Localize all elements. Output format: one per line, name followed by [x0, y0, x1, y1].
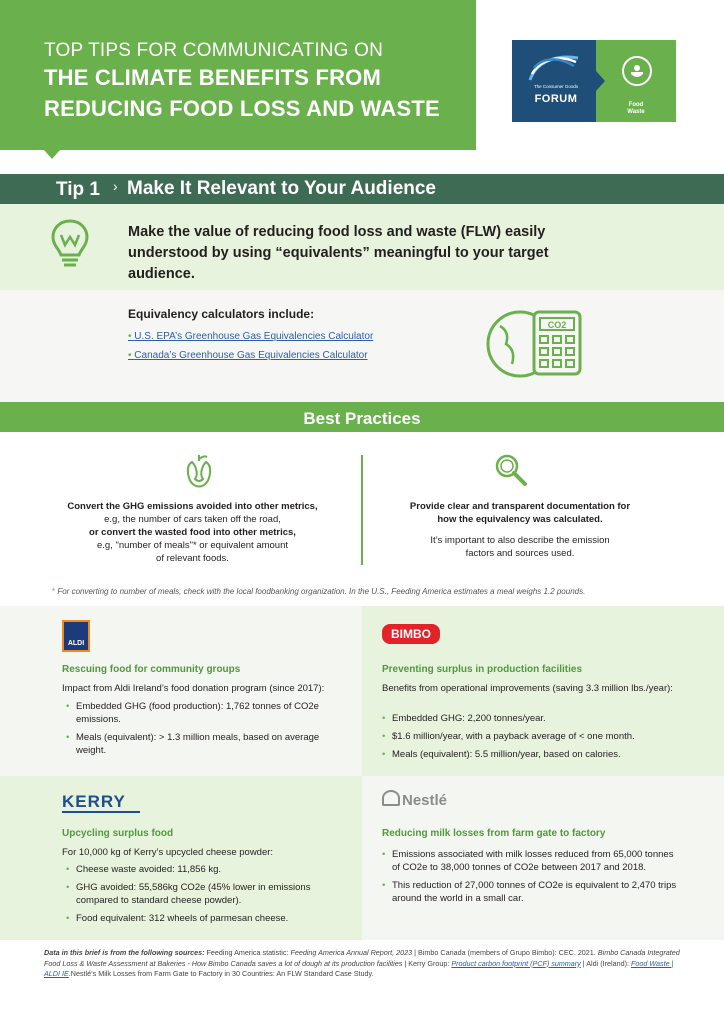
best-practices-divider [361, 455, 363, 565]
tip-lead-text: Make the value of reducing food loss and waste (FLW) easily understood by using “equivalents” meaningful to your target audience. [128, 224, 549, 282]
forum-logo-panel [512, 40, 596, 122]
case-bimbo [362, 606, 724, 776]
bp-right-text-2: factors and sources used. [465, 548, 575, 559]
aldi-logo [62, 620, 90, 652]
sources-s2-title: Bimbo Canada Integrated Food Loss & Waste Assessment at Bakeries - How Bimbo Canada saves a lot of dough at its production facilities [44, 948, 680, 968]
case-nestle [362, 776, 724, 940]
kerry-logo: KERRY [62, 792, 126, 811]
sources-s5: .Nestlé’s Milk Losses from Farm Gate to Factory in 30 Countries: An FLW Standard Case Study. [68, 969, 374, 978]
case-bimbo-heading: Preventing surplus in production facilities [382, 664, 583, 675]
case-bimbo-list [382, 712, 702, 766]
list-item: • Embedded GHG: 2,200 tonnes/year. [382, 712, 702, 725]
sources-s2: | Bimbo Canada (members of Grupo Bimbo): CEC. 2021. [412, 948, 598, 957]
header-line-big-1: THE CLIMATE BENEFITS FROM [44, 65, 382, 90]
forum-arrow [596, 71, 605, 91]
bp-left-bold-2: or convert the wasted food into other metrics, [89, 527, 296, 538]
tip-bar [0, 174, 724, 204]
sources-s1: Feeding America statistic: [204, 948, 291, 957]
case-kerry-intro: For 10,000 kg of Kerry’s upcycled cheese powder: [62, 847, 274, 858]
aldi-food-waste-link[interactable]: Food Waste | ALDI IE [44, 958, 674, 978]
list-item: • GHG avoided: 55,586kg CO2e (45% lower in emissions compared to standard cheese powder). [66, 881, 346, 907]
case-aldi-intro: Impact from Aldi Ireland’s food donation program (since 2017): [62, 683, 325, 694]
forum-swoosh-icon [512, 40, 596, 84]
best-practice-left [40, 500, 345, 565]
canada-calculator-link-text[interactable]: Canada’s Greenhouse Gas Equivalencies Calculator [134, 350, 368, 361]
list-item: • Cheese waste avoided: 11,856 kg. [66, 863, 346, 876]
bimbo-logo: BIMBO [382, 624, 440, 644]
case-kerry [0, 776, 362, 940]
bp-left-text-3: of relevant foods. [156, 553, 229, 564]
list-item: • Emissions associated with milk losses reduced from 65,000 tonnes of CO2e to 38,000 tonnes of CO2e between 2017 and 2018. [382, 848, 682, 874]
kerry-pcf-link[interactable]: Product carbon footprint (PCF) summary [451, 958, 581, 968]
bp-right-bold-2: how the equivalency was calculated. [437, 514, 603, 525]
header-tail [44, 150, 60, 159]
calculators-title: Equivalency calculators include: [128, 307, 315, 321]
forum-big-text: FORUM [534, 93, 578, 105]
spacer [375, 526, 665, 534]
nestle-nest-icon [382, 790, 400, 806]
footnote-text: For converting to number of meals, check with the local foodbanking organization. In the U.S., Feeding America estimates a meal weighs 1.2 pounds. [57, 587, 586, 596]
case-nestle-heading: Reducing milk losses from farm gate to factory [382, 828, 606, 839]
header-banner [0, 0, 476, 150]
bp-left-bold-1: Convert the GHG emissions avoided into other metrics, [67, 501, 318, 512]
list-item: • This reduction of 27,000 tonnes of CO2e is equivalent to 2,470 trips around the world in a small car. [382, 879, 682, 905]
best-practices-bar [0, 402, 724, 432]
calculators-band [0, 290, 724, 402]
case-aldi-heading: Rescuing food for community groups [62, 664, 241, 675]
list-item: • Meals (equivalent): > 1.3 million meals, based on average weight. [66, 731, 336, 757]
nestle-logo: Nestlé [402, 792, 448, 809]
sources-note [44, 948, 684, 980]
list-item: • $1.6 million/year, with a payback average of < one month. [382, 730, 702, 743]
best-practices-title: Best Practices [303, 409, 421, 428]
lightbulb-icon [50, 218, 90, 274]
list-item: • Embedded GHG (food production): 1,762 tonnes of CO2e emissions. [66, 700, 336, 726]
kerry-logo-underline [62, 811, 140, 813]
footnote-star: * [52, 587, 58, 596]
food-waste-label: Food Waste [627, 102, 645, 115]
case-aldi-list [66, 700, 336, 762]
bullet-dot: • [128, 331, 135, 342]
bp-right-bold-1: Provide clear and transparent documentation for [409, 501, 631, 512]
co2-badge: CO2 [547, 320, 567, 330]
food-waste-icon [622, 56, 652, 86]
forum-small-text: The Consumer Goods [533, 84, 579, 89]
case-kerry-list [66, 863, 346, 930]
tip-separator: › [113, 178, 118, 194]
sources-s3: | Kerry Group: [402, 958, 452, 968]
list-item: • Meals (equivalent): 5.5 million/year, based on calories. [382, 748, 702, 761]
list-item: • Food equivalent: 312 wheels of parmesan cheese. [66, 912, 346, 925]
bullet-dot: • [128, 350, 135, 361]
best-practice-right [375, 500, 665, 560]
canada-calculator-link[interactable] [128, 350, 368, 361]
bp-left-text-2: e.g, "number of meals"* or equivalent amount [96, 540, 289, 551]
tip-title: Make It Relevant to Your Audience [127, 178, 437, 199]
aldi-logo-text: ALDI [67, 640, 85, 647]
apple-core-icon [184, 453, 214, 489]
bp-right-text-1: It’s important to also describe the emission [430, 535, 610, 546]
case-kerry-heading: Upcycling surplus food [62, 828, 174, 839]
header-line-small: TOP TIPS FOR COMMUNICATING ON [44, 40, 384, 61]
tip-number: Tip 1 [56, 179, 100, 200]
epa-calculator-link-text[interactable]: U.S. EPA’s Greenhouse Gas Equivalencies Calculator [134, 331, 374, 342]
magnifier-icon [494, 453, 528, 487]
sources-lead: Data in this brief is from the following sources: [44, 948, 205, 957]
footnote [52, 587, 585, 596]
case-nestle-list [382, 848, 682, 910]
header-line-big-2: REDUCING FOOD LOSS AND WASTE [44, 96, 440, 121]
sources-s4: | Aldi (Ireland): [580, 958, 631, 968]
case-bimbo-intro: Benefits from operational improvements (saving 3.3 million lbs./year): [382, 683, 673, 694]
consumer-goods-forum-logo [512, 40, 676, 122]
calculator-globe-icon [486, 298, 586, 388]
case-aldi [0, 606, 362, 776]
epa-calculator-link[interactable] [128, 331, 373, 342]
bp-left-text-1: e.g, the number of cars taken off the road, [104, 514, 281, 525]
sources-s1-title: Feeding America Annual Report, 2023 [290, 948, 413, 957]
